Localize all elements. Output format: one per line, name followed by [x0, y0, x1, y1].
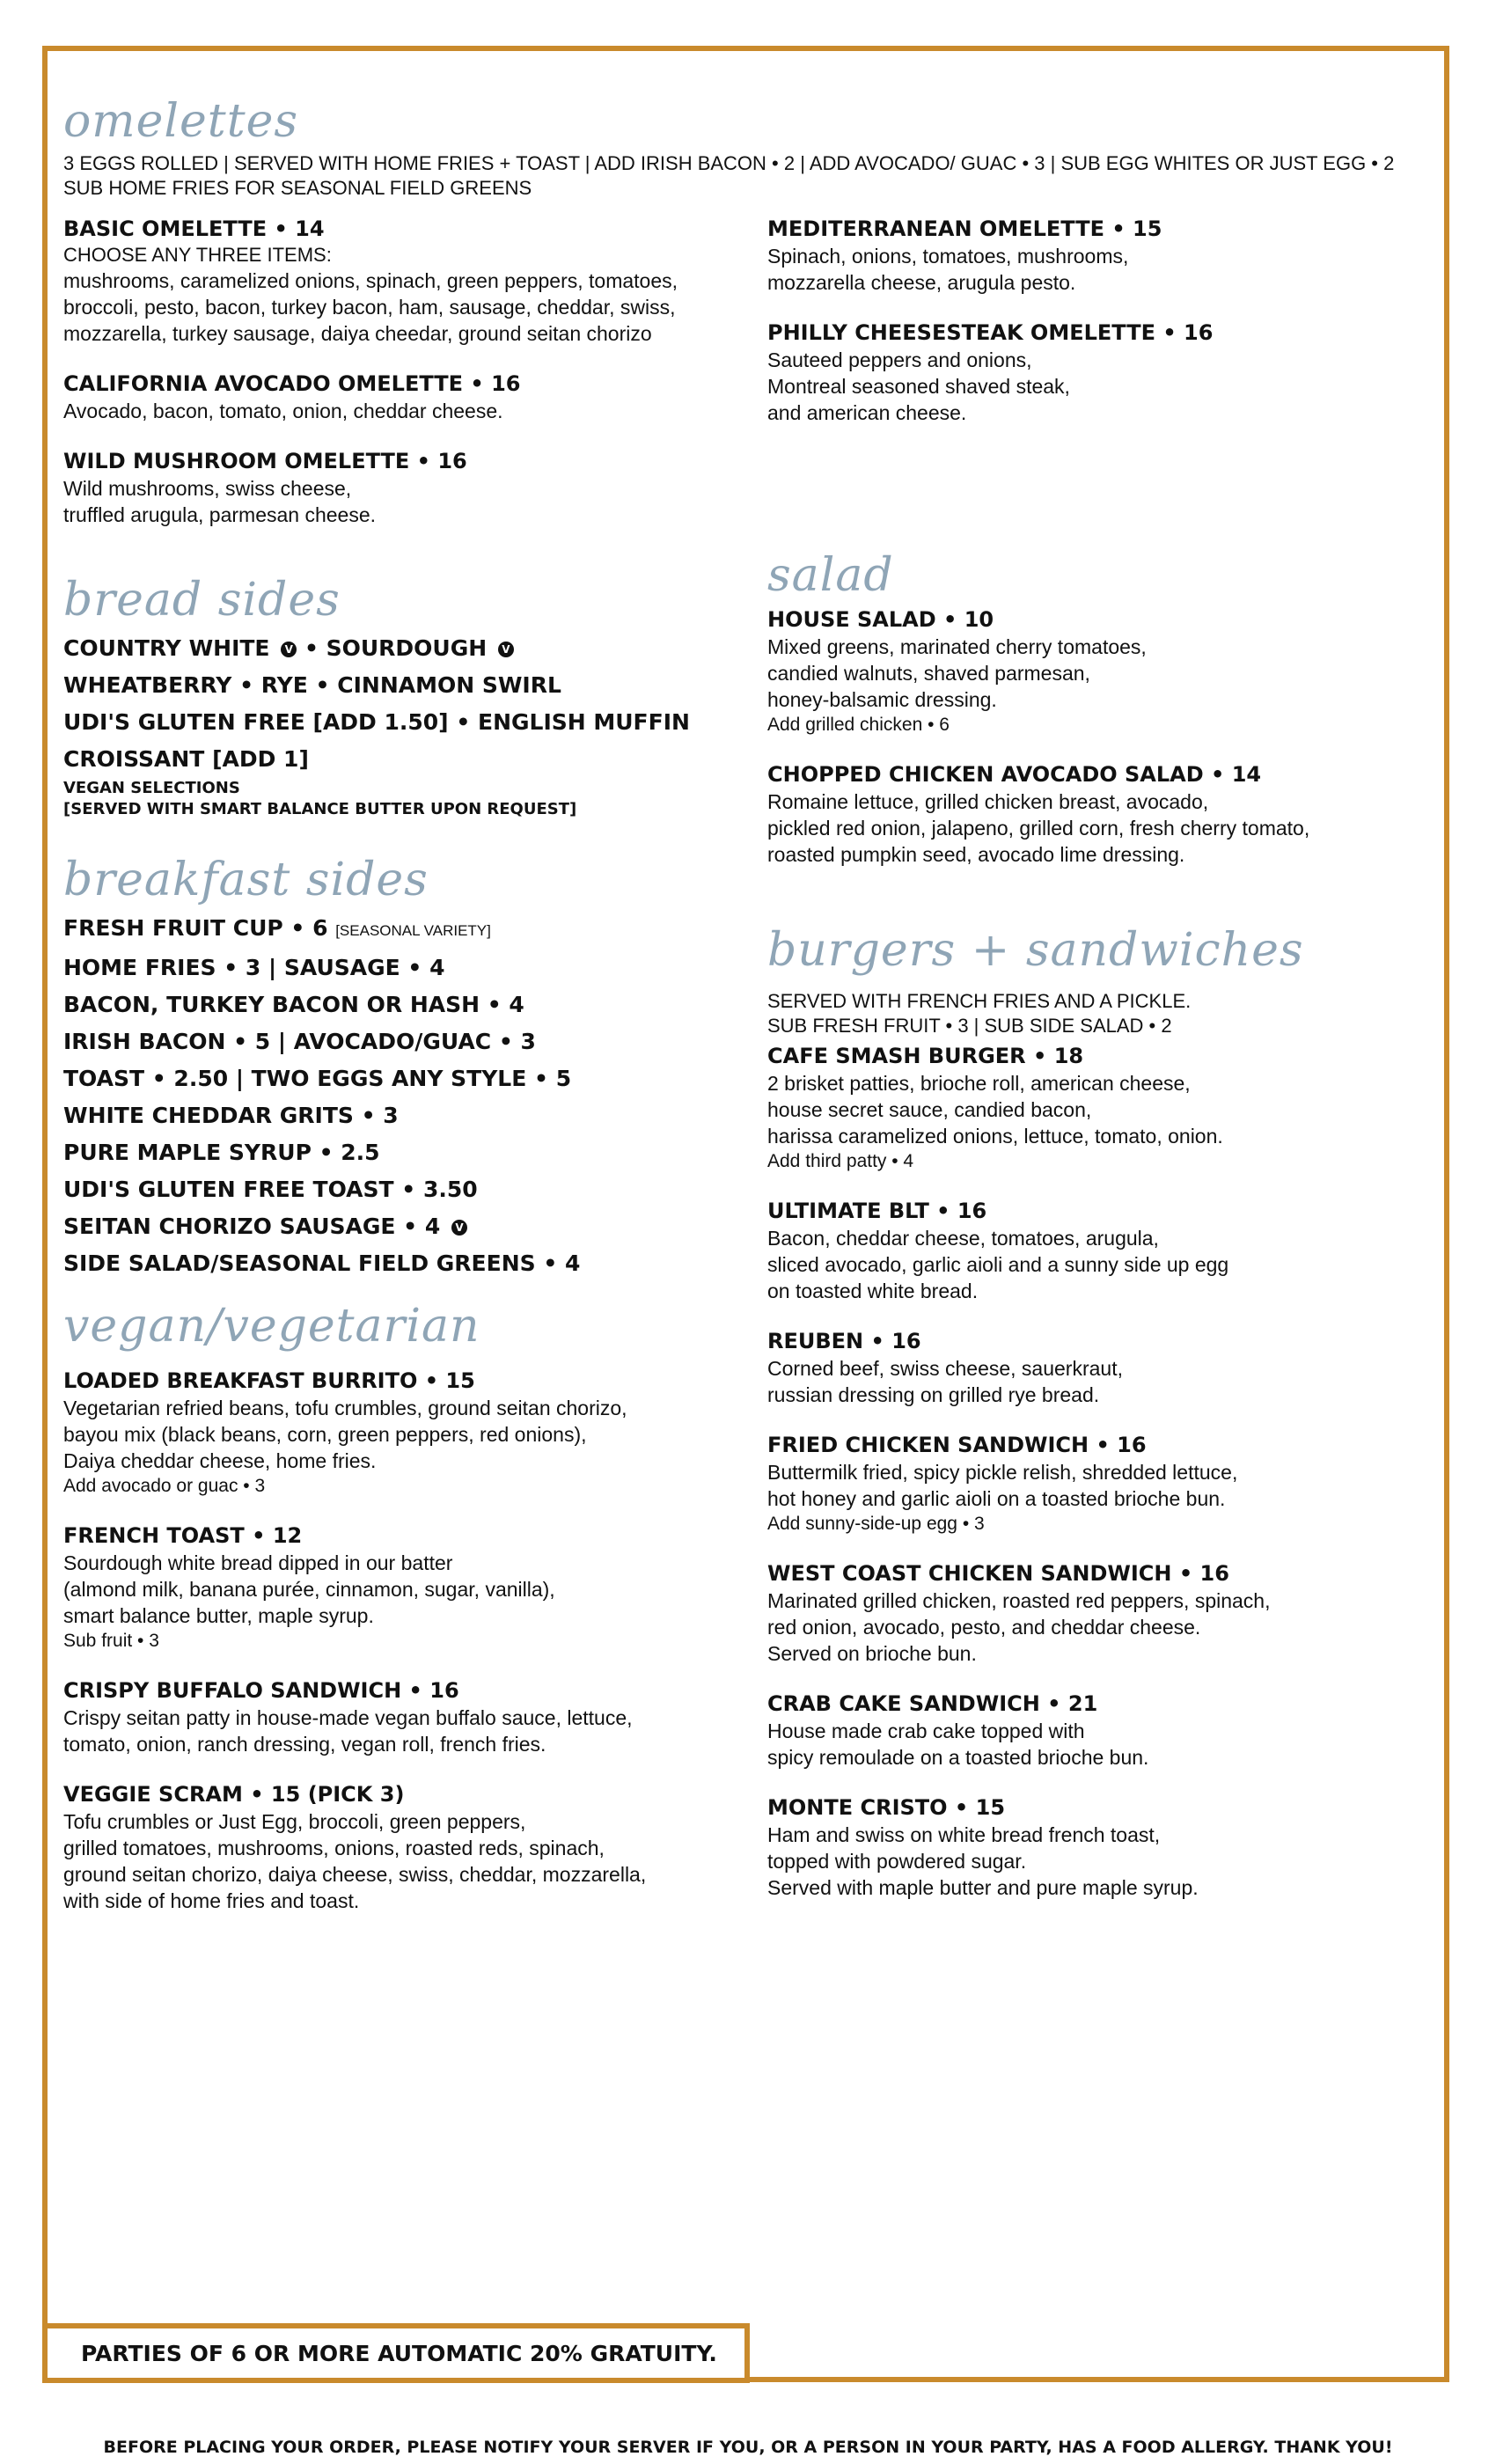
crab-cake-sandwich: [767, 1690, 1436, 1771]
fried-chicken-desc-2: hot honey and garlic aioli on a toasted brioche bun.: [767, 1487, 1226, 1510]
philly-desc-1: Sauteed peppers and onions,: [767, 348, 1032, 371]
buffalo-desc-1: Crispy seitan patty in house-made vegan buffalo sauce, lettuce,: [63, 1706, 633, 1729]
basic-omelette-desc-1: mushrooms, caramelized onions, spinach, green peppers, tomatoes,: [63, 269, 678, 292]
wild-mushroom-desc-2: truffled arugula, parmesan cheese.: [63, 503, 377, 526]
west-coast-sandwich: [767, 1559, 1436, 1667]
blt-desc-3: on toasted white bread.: [767, 1280, 979, 1302]
gratuity-text: PARTIES OF 6 OR MORE AUTOMATIC 20% GRATUITY.: [81, 2340, 717, 2366]
burrito-desc-2: bayou mix (black beans, corn, green peppers, red onions),: [63, 1423, 587, 1446]
house-salad-desc-3: honey-balsamic dressing.: [767, 688, 997, 711]
burgers-note-2: SUB FRESH FRUIT • 3 | SUB SIDE SALAD • 2: [767, 1015, 1172, 1037]
wild-mushroom-desc-1: Wild mushrooms, swiss cheese,: [63, 477, 352, 500]
chopped-salad-desc-1: Romaine lettuce, grilled chicken breast, avocado,: [767, 790, 1209, 813]
smash-desc-1: 2 brisket patties, brioche roll, american cheese,: [767, 1072, 1191, 1095]
fried-chicken-sandwich: [767, 1431, 1436, 1536]
basic-omelette-title: BASIC OMELETTE • 14: [63, 216, 325, 241]
chopped-salad-desc-3: roasted pumpkin seed, avocado lime dressing.: [767, 843, 1185, 866]
california-omelette: [63, 370, 732, 424]
blt-desc-1: Bacon, cheddar cheese, tomatoes, arugula,: [767, 1227, 1159, 1250]
chopped-salad-desc-2: pickled red onion, jalapeno, grilled corn, fresh cherry tomato,: [767, 817, 1310, 840]
burrito-title: LOADED BREAKFAST BURRITO • 15: [63, 1368, 475, 1393]
side-seitan-chorizo-label: SEITAN CHORIZO SAUSAGE • 4: [63, 1214, 441, 1239]
burgers-title: burgers + sandwiches: [767, 924, 1304, 977]
side-irish-bacon: IRISH BACON • 5 | AVOCADO/GUAC • 3: [63, 1029, 536, 1054]
breakfast-sides-title: breakfast sides: [63, 854, 429, 906]
house-salad-desc-1: Mixed greens, marinated cherry tomatoes,: [767, 635, 1147, 658]
allergy-notice: BEFORE PLACING YOUR ORDER, PLEASE NOTIFY YOUR SERVER IF YOU, OR A PERSON IN YOUR PARTY, HAS A FOOD ALLERGY. THANK YOU!: [103, 2438, 1393, 2457]
wild-mushroom-omelette: [63, 447, 732, 528]
smash-desc-3: harissa caramelized onions, lettuce, tomato, onion.: [767, 1125, 1223, 1148]
scram-desc-2: grilled tomatoes, mushrooms, onions, roasted reds, spinach,: [63, 1837, 605, 1859]
french-toast-desc-2: (almond milk, banana purée, cinnamon, sugar, vanilla),: [63, 1578, 555, 1601]
omelettes-header: [63, 97, 1436, 201]
omelettes-title: omelettes: [63, 95, 299, 148]
basic-omelette-desc-2: broccoli, pesto, bacon, turkey bacon, ham, sausage, cheddar, swiss,: [63, 296, 676, 319]
breakfast-burrito: [63, 1367, 732, 1499]
philly-desc-3: and american cheese.: [767, 401, 967, 424]
side-home-fries: HOME FRIES • 3 | SAUSAGE • 4: [63, 955, 445, 980]
crab-title: CRAB CAKE SANDWICH • 21: [767, 1691, 1098, 1716]
burgers-note-1: SERVED WITH FRENCH FRIES AND A PICKLE.: [767, 990, 1192, 1012]
vegan-icon: V: [281, 642, 297, 657]
bread-sides-title: bread sides: [63, 574, 341, 627]
salad-title: salad: [767, 549, 894, 602]
buffalo-sandwich: [63, 1676, 732, 1757]
reuben-title: REUBEN • 16: [767, 1329, 921, 1353]
wild-mushroom-title: WILD MUSHROOM OMELETTE • 16: [63, 449, 467, 473]
french-toast-add: Sub fruit • 3: [63, 1631, 159, 1651]
french-toast: [63, 1522, 732, 1654]
french-toast-desc-1: Sourdough white bread dipped in our batter: [63, 1551, 453, 1574]
philly-omelette: [767, 319, 1436, 426]
fried-chicken-add: Add sunny-side-up egg • 3: [767, 1514, 985, 1534]
smash-desc-2: house secret sauce, candied bacon,: [767, 1098, 1092, 1121]
mediterranean-title: MEDITERRANEAN OMELETTE • 15: [767, 216, 1162, 241]
mediterranean-omelette: [767, 215, 1436, 296]
chopped-salad: [767, 760, 1436, 868]
scram-desc-3: ground seitan chorizo, daiya cheese, swiss, cheddar, mozzarella,: [63, 1863, 647, 1886]
monte-cristo: [767, 1793, 1436, 1901]
bread-line-3: UDI'S GLUTEN FREE [ADD 1.50] • ENGLISH MUFFIN: [63, 709, 690, 735]
bread-sourdough: • SOURDOUGH: [304, 635, 488, 661]
fried-chicken-desc-1: Buttermilk fried, spicy pickle relish, shredded lettuce,: [767, 1461, 1238, 1484]
buffalo-desc-2: tomato, onion, ranch dressing, vegan roll, french fries.: [63, 1733, 546, 1756]
side-fruit-cup-note: [SEASONAL VARIETY]: [335, 922, 491, 939]
scram-desc-1: Tofu crumbles or Just Egg, broccoli, green peppers,: [63, 1810, 526, 1833]
reuben-desc-1: Corned beef, swiss cheese, sauerkraut,: [767, 1357, 1123, 1380]
monte-desc-3: Served with maple butter and pure maple syrup.: [767, 1876, 1199, 1899]
crab-desc-2: spicy remoulade on a toasted brioche bun.: [767, 1746, 1149, 1769]
mediterranean-desc-1: Spinach, onions, tomatoes, mushrooms,: [767, 245, 1129, 268]
bread-vegan-2: [SERVED WITH SMART BALANCE BUTTER UPON REQUEST]: [63, 800, 577, 818]
basic-omelette-desc-3: mozzarella, turkey sausage, daiya cheedar, ground seitan chorizo: [63, 322, 652, 345]
bread-vegan-1: VEGAN SELECTIONS: [63, 779, 240, 797]
monte-desc-1: Ham and swiss on white bread french toast,: [767, 1823, 1161, 1846]
basic-omelette-sub: CHOOSE ANY THREE ITEMS:: [63, 244, 332, 266]
west-coast-desc-3: Served on brioche bun.: [767, 1642, 977, 1665]
crab-desc-1: House made crab cake topped with: [767, 1720, 1085, 1742]
side-gluten-free-toast: UDI'S GLUTEN FREE TOAST • 3.50: [63, 1177, 478, 1202]
omelettes-note-2: SUB HOME FRIES FOR SEASONAL FIELD GREENS: [63, 177, 532, 199]
fried-chicken-title: FRIED CHICKEN SANDWICH • 16: [767, 1433, 1147, 1457]
french-toast-desc-3: smart balance butter, maple syrup.: [63, 1604, 374, 1627]
house-salad-desc-2: candied walnuts, shaved parmesan,: [767, 662, 1090, 685]
chopped-salad-title: CHOPPED CHICKEN AVOCADO SALAD • 14: [767, 762, 1262, 787]
burrito-add: Add avocado or guac • 3: [63, 1476, 266, 1496]
california-omelette-desc: Avocado, bacon, tomato, onion, cheddar cheese.: [63, 400, 503, 422]
vegan-icon: V: [498, 642, 514, 657]
west-coast-title: WEST COAST CHICKEN SANDWICH • 16: [767, 1561, 1229, 1586]
basic-omelette: [63, 215, 732, 347]
blt-desc-2: sliced avocado, garlic aioli and a sunny side up egg: [767, 1253, 1229, 1276]
scram-desc-4: with side of home fries and toast.: [63, 1889, 360, 1912]
philly-desc-2: Montreal seasoned shaved steak,: [767, 375, 1070, 398]
left-column: [63, 215, 732, 1937]
bread-line-1: [63, 630, 732, 667]
side-bacon: BACON, TURKEY BACON OR HASH • 4: [63, 992, 524, 1017]
scram-title: VEGGIE SCRAM • 15 (PICK 3): [63, 1782, 405, 1807]
buffalo-title: CRISPY BUFFALO SANDWICH • 16: [63, 1678, 459, 1703]
west-coast-desc-1: Marinated grilled chicken, roasted red peppers, spinach,: [767, 1589, 1271, 1612]
veggie-scram: [63, 1780, 732, 1914]
reuben: [767, 1327, 1436, 1408]
bread-line-4: CROISSANT [ADD 1]: [63, 746, 309, 772]
house-salad-add: Add grilled chicken • 6: [767, 715, 950, 735]
gratuity-notice: [42, 2323, 750, 2383]
house-salad: [767, 605, 1436, 737]
vegan-title: vegan/vegetarian: [63, 1300, 480, 1353]
burrito-desc-1: Vegetarian refried beans, tofu crumbles, ground seitan chorizo,: [63, 1397, 627, 1419]
california-omelette-title: CALIFORNIA AVOCADO OMELETTE • 16: [63, 371, 521, 396]
philly-title: PHILLY CHEESESTEAK OMELETTE • 16: [767, 320, 1214, 345]
side-fruit-cup-label: FRESH FRUIT CUP • 6: [63, 915, 328, 941]
bread-country-white: COUNTRY WHITE: [63, 635, 270, 661]
side-grits: WHITE CHEDDAR GRITS • 3: [63, 1103, 399, 1128]
mediterranean-desc-2: mozzarella cheese, arugula pesto.: [767, 271, 1076, 294]
smash-add: Add third patty • 4: [767, 1151, 914, 1171]
side-seitan-chorizo: [63, 1208, 732, 1245]
ultimate-blt: [767, 1197, 1436, 1304]
vegan-icon: V: [451, 1220, 467, 1236]
west-coast-desc-2: red onion, avocado, pesto, and cheddar cheese.: [767, 1616, 1201, 1639]
omelettes-note-1: 3 EGGS ROLLED | SERVED WITH HOME FRIES + TOAST | ADD IRISH BACON • 2 | ADD AVOCADO/ GUAC • 3 | SUB EGG WHITES OR JUST EGG • 2: [63, 152, 1395, 174]
bread-line-2: WHEATBERRY • RYE • CINNAMON SWIRL: [63, 672, 561, 698]
side-toast: TOAST • 2.50 | TWO EGGS ANY STYLE • 5: [63, 1066, 572, 1091]
side-fruit-cup: [63, 910, 732, 950]
reuben-desc-2: russian dressing on grilled rye bread.: [767, 1383, 1100, 1406]
monte-title: MONTE CRISTO • 15: [767, 1795, 1006, 1820]
smash-burger: [767, 1042, 1436, 1174]
house-salad-title: HOUSE SALAD • 10: [767, 607, 994, 632]
side-salad: SIDE SALAD/SEASONAL FIELD GREENS • 4: [63, 1250, 581, 1276]
right-column: [767, 215, 1436, 1924]
blt-title: ULTIMATE BLT • 16: [767, 1199, 987, 1223]
side-maple-syrup: PURE MAPLE SYRUP • 2.5: [63, 1140, 380, 1165]
smash-title: CAFE SMASH BURGER • 18: [767, 1044, 1084, 1068]
monte-desc-2: topped with powdered sugar.: [767, 1850, 1027, 1873]
burrito-desc-3: Daiya cheddar cheese, home fries.: [63, 1449, 377, 1472]
french-toast-title: FRENCH TOAST • 12: [63, 1523, 303, 1548]
